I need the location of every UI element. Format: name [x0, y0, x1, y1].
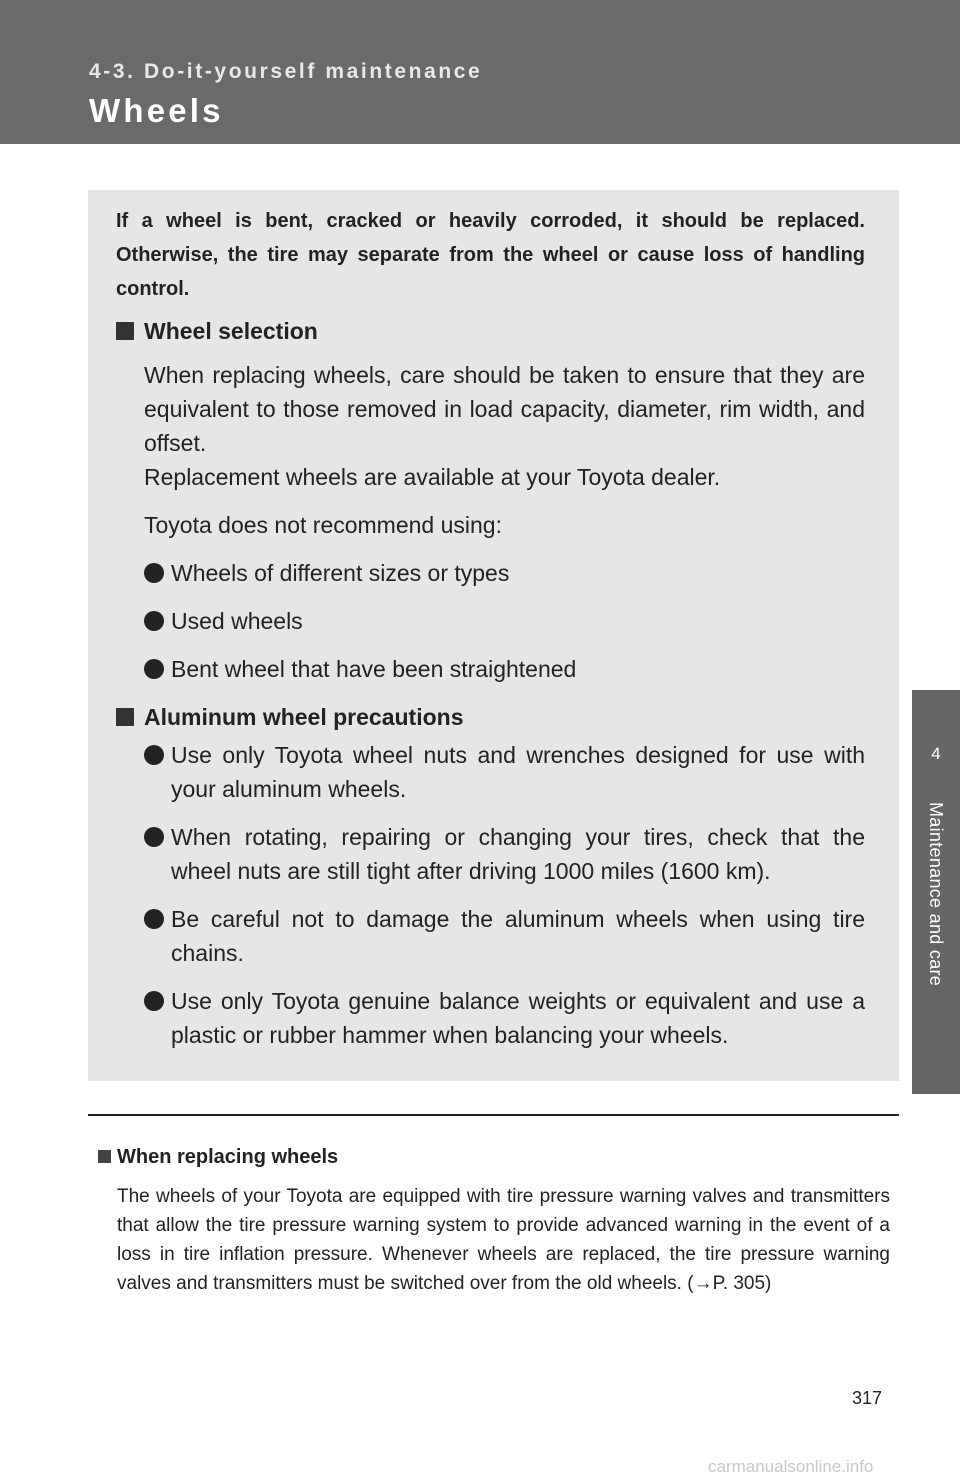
bullet-dot-icon [144, 827, 164, 847]
aluminum-heading: Aluminum wheel precautions [144, 704, 464, 730]
list-item-text: Be careful not to damage the aluminum wheels when using tire chains. [171, 906, 865, 966]
bullet-dot-icon [144, 745, 164, 765]
section-label: 4-3. Do-it-yourself maintenance [89, 60, 483, 83]
watermark: carmanualsonline.info [708, 1457, 874, 1476]
page-title: Wheels [89, 92, 224, 129]
chapter-number: 4 [931, 744, 941, 763]
page-header [0, 0, 960, 144]
info-box [88, 190, 899, 1081]
chapter-side-tab [912, 690, 960, 1094]
aluminum-heading-row [116, 700, 865, 734]
list-item [144, 604, 865, 638]
list-item-text: Bent wheel that have been straightened [171, 656, 577, 682]
wheel-selection-heading: Wheel selection [144, 318, 318, 344]
wheel-selection-heading-row [116, 314, 865, 348]
list-item [144, 820, 865, 888]
wheel-selection-para: When replacing wheels, care should be taken to ensure that they are equivalent to those removed in load capacity, diameter, rim width, and offset. [144, 362, 865, 456]
square-bullet-icon [116, 322, 134, 340]
note-section [98, 1142, 890, 1298]
list-item [144, 556, 865, 590]
note-heading-row [98, 1142, 890, 1172]
list-item [144, 984, 865, 1052]
note-heading: When replacing wheels [117, 1146, 339, 1168]
dealer-para: Replacement wheels are available at your Toyota dealer. [144, 464, 721, 490]
list-item-text: When rotating, repairing or changing your tires, check that the wheel nuts are still tight after driving 1000 miles (1600 km). [171, 824, 865, 884]
not-recommend-para: Toyota does not recommend using: [144, 512, 502, 538]
list-item-text: Used wheels [171, 608, 303, 634]
chapter-title: Maintenance and care [926, 802, 946, 987]
bullet-dot-icon [144, 991, 164, 1011]
page-number: 317 [852, 1388, 883, 1408]
note-body: The wheels of your Toyota are equipped with tire pressure warning valves and transmitters that allow the tire pressure warning system to provide advanced warning in the event of a loss in tire inflation pressure. Whenever wheels are replaced, the tire pressure warning valves and transmitters must be switched over from the old wheels. (→P. 305) [117, 1186, 890, 1294]
bullet-dot-icon [144, 909, 164, 929]
bullet-dot-icon [144, 563, 164, 583]
square-bullet-icon [116, 708, 134, 726]
bullet-dot-icon [144, 659, 164, 679]
square-bullet-icon [98, 1150, 111, 1163]
list-item-text: Use only Toyota genuine balance weights or equivalent and use a plastic or rubber hammer when balancing your wheels. [171, 988, 865, 1048]
list-item [144, 738, 865, 806]
section-divider [88, 1114, 899, 1116]
list-item [144, 652, 865, 686]
bullet-dot-icon [144, 611, 164, 631]
list-item-text: Use only Toyota wheel nuts and wrenches designed for use with your aluminum wheels. [171, 742, 865, 802]
intro-text: If a wheel is bent, cracked or heavily corroded, it should be replaced. Otherwise, the tire may separate from the wheel or cause loss of handling control. [116, 210, 865, 300]
list-item-text: Wheels of different sizes or types [171, 560, 510, 586]
list-item [144, 902, 865, 970]
